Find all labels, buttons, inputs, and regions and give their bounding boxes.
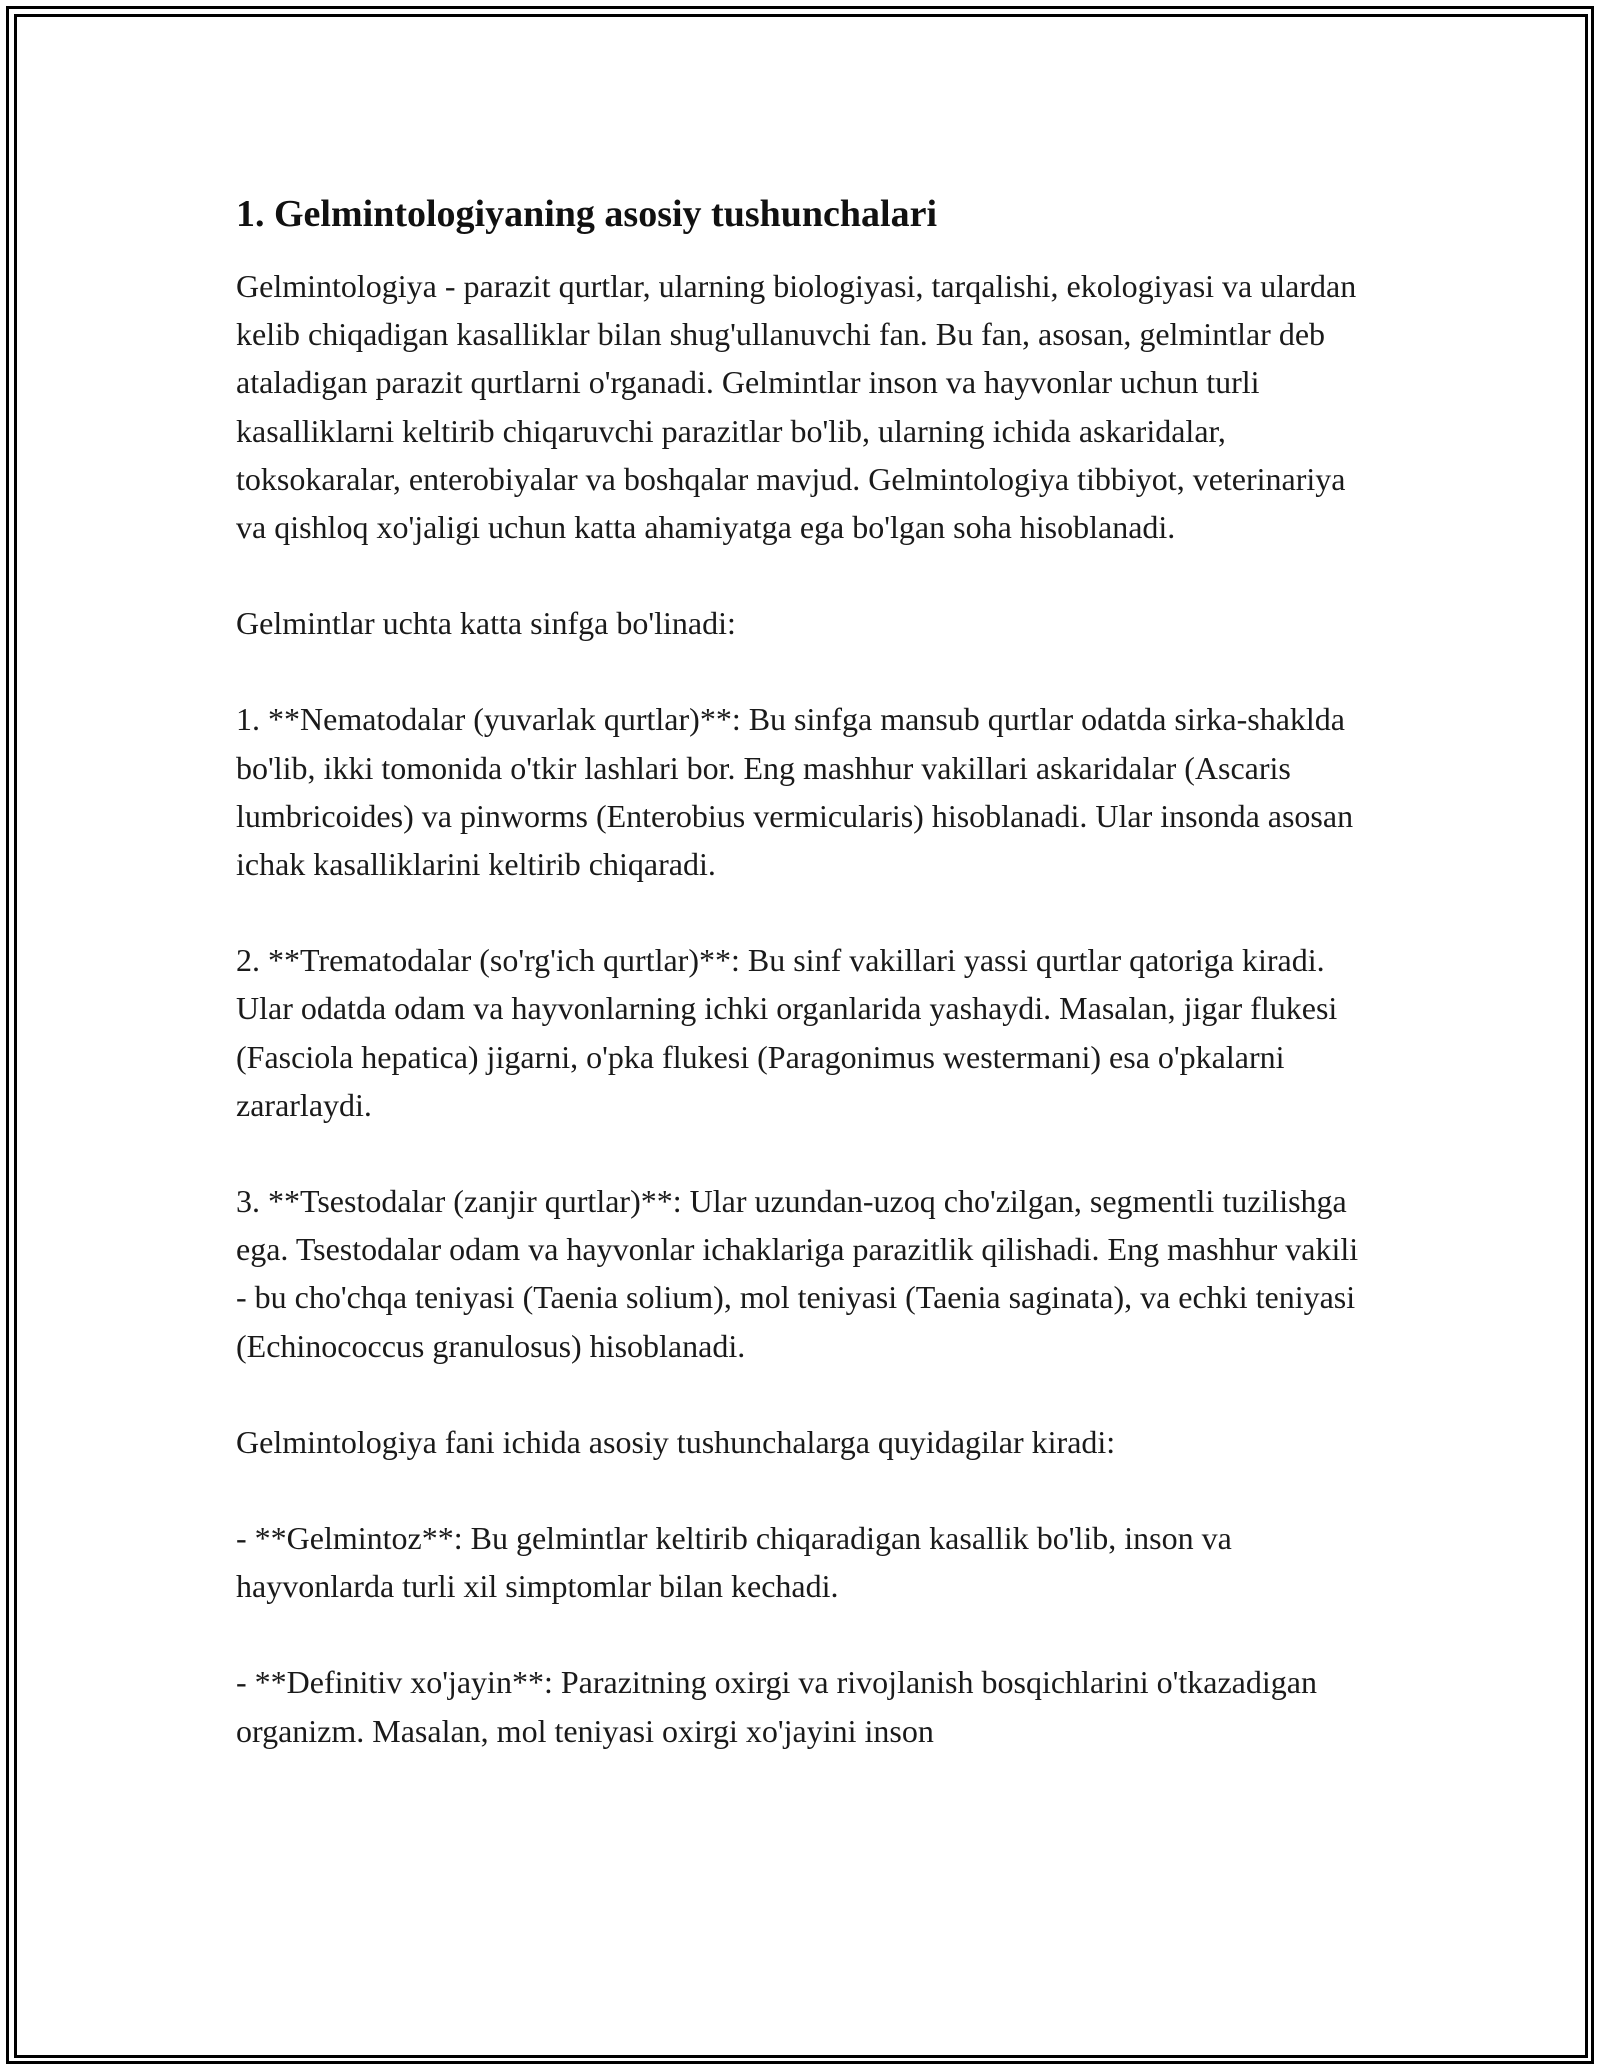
document-body (236, 188, 1376, 1755)
trematodes-paragraph: 2. **Trematodalar (so'rg'ich qurtlar)**: Bu sinf vakillari yassi qurtlar qatoriga kiradi. Ular odatda odam va hayvonlarning ichki organlarida yashaydi. Masalan, jigar flukesi (Fasciola hepatica) jigarni, o'pka flukesi (Paragonimus westermani) esa o'pkalarni zararlaydi. (236, 942, 1338, 1123)
document-title: 1. Gelmintologiyaning asosiy tushunchalari (236, 193, 938, 235)
definitive-host-paragraph: - **Definitiv xo'jayin**: Parazitning oxirgi va rivojlanish bosqichlarini o'tkazadigan organizm. Masalan, mol teniyasi oxirgi xo'jayini inson (236, 1664, 1317, 1749)
classes-intro-paragraph: Gelmintlar uchta katta sinfga bo'linadi: (236, 605, 736, 642)
intro-paragraph: Gelmintologiya - parazit qurtlar, ularning biologiyasi, tarqalishi, ekologiyasi va ulardan kelib chiqadigan kasalliklar bilan shug'ullanuvchi fan. Bu fan, asosan, gelmintlar deb ataladigan parazit qurtlarni o'rganadi. Gelmintlar inson va hayvonlar uchun turli kasalliklarni keltirib chiqaruvchi parazitlar bo'lib, ularning ichida askaridalar, toksokaralar, enterobiyalar va boshqalar mavjud. Gelmintologiya tibbiyot, veterinariya va qishloq xo'jaligi uchun katta ahamiyatga ega bo'lgan soha hisoblanadi. (236, 268, 1357, 546)
cestodes-paragraph: 3. **Tsestodalar (zanjir qurtlar)**: Ular uzundan-uzoq cho'zilgan, segmentli tuzilishga ega. Tsestodalar odam va hayvonlar ichaklariga parazitlik qilishadi. Eng mashhur vakili - bu cho'chqa teniyasi (Taenia solium), mol teniyasi (Taenia saginata), va echki teniyasi (Echinococcus granulosus) hisoblanadi. (236, 1183, 1359, 1364)
nematodes-paragraph: 1. **Nematodalar (yuvarlak qurtlar)**: Bu sinfga mansub qurtlar odatda sirka-shaklda bo'lib, ikki tomonida o'tkir lashlari bor. Eng mashhur vakillari askaridalar (Ascaris lumbricoides) va pinworms (Enterobius vermicularis) hisoblanadi. Ular insonda asosan ichak kasalliklarini keltirib chiqaradi. (236, 701, 1354, 883)
helminthosis-paragraph: - **Gelmintoz**: Bu gelmintlar keltirib chiqaradigan kasallik bo'lib, inson va hayvonlarda turli xil simptomlar bilan kechadi. (236, 1520, 1232, 1605)
concepts-intro-paragraph: Gelmintologiya fani ichida asosiy tushunchalarga quyidagilar kiradi: (236, 1423, 1116, 1460)
